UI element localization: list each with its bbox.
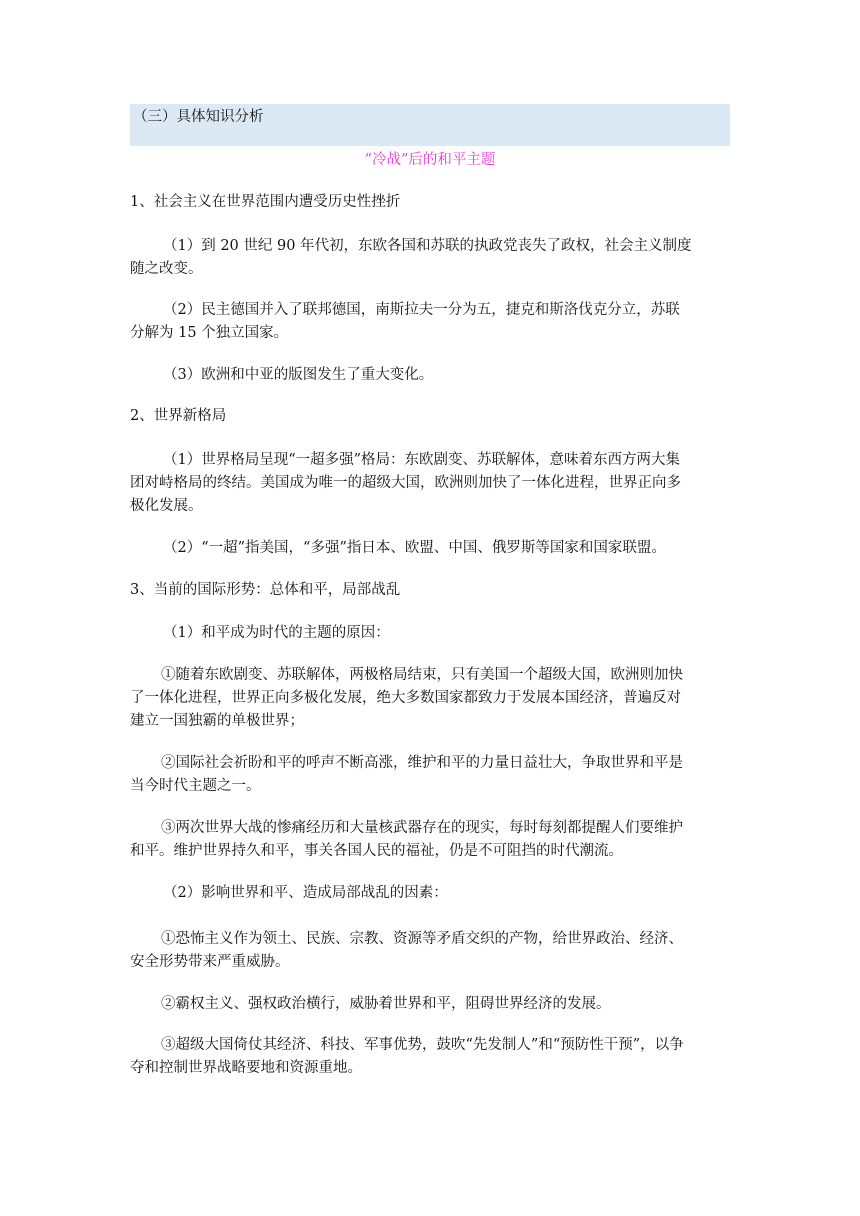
section-heading-band: [130, 104, 730, 146]
paragraph-3-1c-line-2: 和平。维护世界持久和平，事关各国人民的福祉，仍是不可阻挡的时代潮流。: [130, 843, 623, 859]
paragraph-3-2: （2）影响世界和平、造成局部战乱的因素：: [163, 885, 448, 901]
paragraph-3-1: （1）和平成为时代的主题的原因：: [163, 625, 390, 641]
paragraph-2-2: （2）“一超”指美国，“多强”指日本、欧盟、中国、俄罗斯等国家和国家联盟。: [163, 540, 666, 556]
paragraph-3-2a-line-1: ①恐怖主义作为领土、民族、宗教、资源等矛盾交织的产物，给世界政治、经济、: [161, 931, 683, 947]
heading-1: 1、社会主义在世界范围内遭受历史性挫折: [130, 194, 401, 210]
paragraph-1-1-line-2: 随之改变。: [130, 261, 203, 277]
paragraph-3-1a-line-3: 建立一国独霸的单极世界；: [130, 713, 304, 729]
paragraph-1-3: （3）欧洲和中亚的版图发生了重大变化。: [163, 367, 434, 383]
paragraph-2-1-line-1: （1）世界格局呈现“一超多强”格局：东欧剧变、苏联解体，意味着东西方两大集: [163, 452, 681, 468]
paragraph-2-1-line-2: 团对峙格局的终结。美国成为唯一的超级大国，欧洲则加快了一体化进程，世界正向多: [130, 475, 681, 491]
heading-2: 2、世界新格局: [130, 408, 227, 424]
paragraph-1-2-line-1: （2）民主德国并入了联邦德国，南斯拉夫一分为五，捷克和斯洛伐克分立，苏联: [163, 302, 680, 318]
paragraph-3-1c-line-1: ③两次世界大战的惨痛经历和大量核武器存在的现实，每时每刻都提醒人们要维护: [161, 820, 683, 836]
paragraph-3-1b-line-1: ②国际社会祈盼和平的呼声不断高涨，维护和平的力量日益壮大，争取世界和平是: [161, 755, 683, 771]
paragraph-2-1-line-3: 极化发展。: [130, 498, 203, 514]
subtitle: “冷战”后的和平主题: [364, 152, 496, 168]
paragraph-3-1a-line-1: ①随着东欧剧变、苏联解体，两极格局结束，只有美国一个超级大国，欧洲则加快: [161, 667, 683, 683]
paragraph-1-2-line-2: 分解为 15 个独立国家。: [130, 325, 289, 341]
paragraph-3-1a-line-2: 了一体化进程，世界正向多极化发展，绝大多数国家都致力于发展本国经济，普遍反对: [130, 690, 681, 706]
paragraph-1-1-line-1: （1）到 20 世纪 90 年代初，东欧各国和苏联的执政党丧失了政权，社会主义制度: [163, 238, 692, 254]
paragraph-3-2c-line-2: 夺和控制世界战略要地和资源重地。: [130, 1060, 362, 1076]
paragraph-3-2a-line-2: 安全形势带来严重威胁。: [130, 954, 290, 970]
paragraph-3-1b-line-2: 当今时代主题之一。: [130, 778, 261, 794]
paragraph-3-2c-line-1: ③超级大国倚仗其经济、科技、军事优势，鼓吹“先发制人”和“预防性干预”，以争: [161, 1037, 684, 1053]
heading-3: 3、当前的国际形势：总体和平，局部战乱: [130, 582, 401, 598]
section-heading: （三）具体知识分析: [133, 109, 264, 125]
paragraph-3-2b: ②霸权主义、强权政治横行，威胁着世界和平，阻碍世界经济的发展。: [161, 996, 611, 1012]
